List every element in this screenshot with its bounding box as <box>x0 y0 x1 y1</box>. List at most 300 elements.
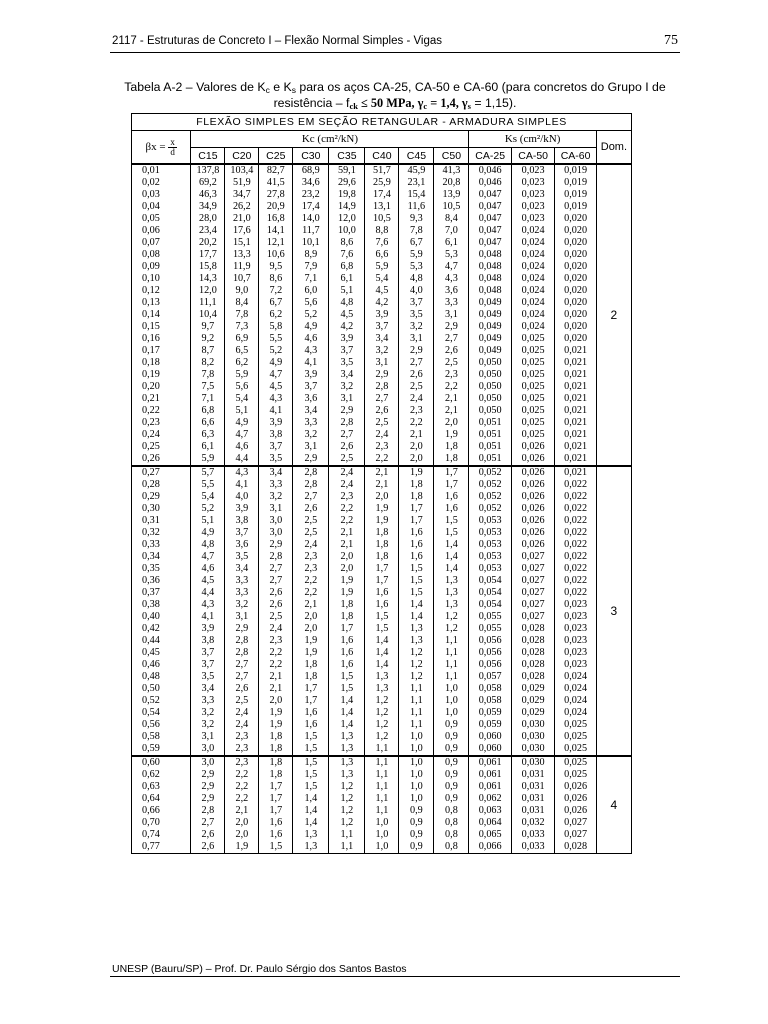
value-cell: 0,049 <box>469 309 511 321</box>
value-cell: 0,059 <box>469 719 511 731</box>
value-cell: 2,3 <box>259 635 293 647</box>
value-cell: 5,2 <box>293 309 329 321</box>
value-cell: 10,4 <box>191 309 225 321</box>
value-cell: 0,020 <box>555 213 596 225</box>
table-row <box>132 417 632 429</box>
value-cell: 5,9 <box>399 249 434 261</box>
table-row <box>132 781 632 793</box>
value-cell: 1,9 <box>259 707 293 719</box>
value-cell: 59,1 <box>329 164 365 177</box>
value-cell: 1,5 <box>399 575 434 587</box>
table-row <box>132 671 632 683</box>
value-cell: 0,8 <box>434 817 469 829</box>
beta-x-cell: 0,08 <box>132 249 191 261</box>
ks-col-ca-60: CA-60 <box>555 148 596 165</box>
value-cell: 9,5 <box>259 261 293 273</box>
value-cell: 7,2 <box>259 285 293 297</box>
value-cell: 1,2 <box>329 781 365 793</box>
value-cell: 1,0 <box>399 756 434 769</box>
value-cell: 2,5 <box>365 417 399 429</box>
value-cell: 0,026 <box>555 793 596 805</box>
value-cell: 1,6 <box>329 635 365 647</box>
value-cell: 1,4 <box>399 599 434 611</box>
beta-x-cell: 0,09 <box>132 261 191 273</box>
table-row <box>132 381 632 393</box>
value-cell: 3,9 <box>191 623 225 635</box>
value-cell: 4,1 <box>259 405 293 417</box>
value-cell: 137,8 <box>191 164 225 177</box>
beta-x-cell: 0,50 <box>132 683 191 695</box>
table-row <box>132 479 632 491</box>
value-cell: 0,021 <box>555 369 596 381</box>
value-cell: 0,020 <box>555 321 596 333</box>
value-cell: 2,1 <box>259 671 293 683</box>
value-cell: 3,5 <box>399 309 434 321</box>
value-cell: 12,0 <box>329 213 365 225</box>
value-cell: 0,024 <box>511 309 555 321</box>
value-cell: 4,6 <box>293 333 329 345</box>
value-cell: 2,1 <box>434 405 469 417</box>
value-cell: 0,053 <box>469 527 511 539</box>
beta-x-cell: 0,52 <box>132 695 191 707</box>
value-cell: 0,019 <box>555 201 596 213</box>
value-cell: 0,021 <box>555 429 596 441</box>
beta-x-cell: 0,02 <box>132 177 191 189</box>
value-cell: 1,0 <box>365 817 399 829</box>
value-cell: 17,4 <box>293 201 329 213</box>
value-cell: 0,027 <box>555 817 596 829</box>
value-cell: 1,7 <box>434 466 469 479</box>
value-cell: 2,4 <box>259 623 293 635</box>
value-cell: 12,0 <box>191 285 225 297</box>
value-cell: 0,031 <box>511 805 555 817</box>
value-cell: 0,020 <box>555 285 596 297</box>
value-cell: 1,0 <box>434 695 469 707</box>
table-caption <box>110 80 680 112</box>
value-cell: 0,023 <box>555 659 596 671</box>
value-cell: 5,6 <box>225 381 259 393</box>
value-cell: 68,9 <box>293 164 329 177</box>
domain-cell: 4 <box>596 756 631 854</box>
value-cell: 3,8 <box>225 515 259 527</box>
value-cell: 27,8 <box>259 189 293 201</box>
value-cell: 1,1 <box>365 769 399 781</box>
value-cell: 1,9 <box>225 841 259 854</box>
value-cell: 1,4 <box>293 805 329 817</box>
value-cell: 0,9 <box>434 719 469 731</box>
value-cell: 1,1 <box>329 829 365 841</box>
value-cell: 1,4 <box>293 793 329 805</box>
value-cell: 1,7 <box>259 781 293 793</box>
value-cell: 0,025 <box>555 756 596 769</box>
table-row <box>132 539 632 551</box>
value-cell: 2,5 <box>259 611 293 623</box>
value-cell: 0,021 <box>555 345 596 357</box>
value-cell: 0,047 <box>469 237 511 249</box>
value-cell: 4,4 <box>225 453 259 466</box>
value-cell: 1,3 <box>293 829 329 841</box>
value-cell: 7,1 <box>191 393 225 405</box>
value-cell: 1,0 <box>365 841 399 854</box>
beta-x-cell: 0,29 <box>132 491 191 503</box>
value-cell: 2,0 <box>293 623 329 635</box>
value-cell: 3,0 <box>259 527 293 539</box>
value-cell: 4,3 <box>293 345 329 357</box>
value-cell: 2,3 <box>434 369 469 381</box>
value-cell: 1,6 <box>293 719 329 731</box>
value-cell: 9,7 <box>191 321 225 333</box>
value-cell: 0,022 <box>555 563 596 575</box>
value-cell: 2,3 <box>225 743 259 756</box>
beta-x-cell: 0,03 <box>132 189 191 201</box>
value-cell: 3,5 <box>225 551 259 563</box>
value-cell: 1,3 <box>329 743 365 756</box>
beta-x-cell: 0,70 <box>132 817 191 829</box>
value-cell: 1,8 <box>365 539 399 551</box>
value-cell: 2,2 <box>365 453 399 466</box>
value-cell: 2,6 <box>259 599 293 611</box>
beta-x-cell: 0,01 <box>132 164 191 177</box>
value-cell: 7,6 <box>365 237 399 249</box>
value-cell: 0,029 <box>511 695 555 707</box>
value-cell: 2,2 <box>329 503 365 515</box>
value-cell: 1,5 <box>365 623 399 635</box>
value-cell: 0,052 <box>469 479 511 491</box>
value-cell: 0,023 <box>555 635 596 647</box>
value-cell: 4,5 <box>191 575 225 587</box>
value-cell: 4,1 <box>225 479 259 491</box>
value-cell: 3,7 <box>293 381 329 393</box>
value-cell: 2,6 <box>434 345 469 357</box>
value-cell: 0,024 <box>511 321 555 333</box>
value-cell: 0,9 <box>434 769 469 781</box>
value-cell: 2,3 <box>365 441 399 453</box>
beta-x-cell: 0,36 <box>132 575 191 587</box>
value-cell: 1,4 <box>434 563 469 575</box>
value-cell: 11,9 <box>225 261 259 273</box>
value-cell: 0,026 <box>511 527 555 539</box>
table-row <box>132 309 632 321</box>
value-cell: 20,2 <box>191 237 225 249</box>
table-row <box>132 623 632 635</box>
value-cell: 10,5 <box>365 213 399 225</box>
value-cell: 0,058 <box>469 695 511 707</box>
value-cell: 1,8 <box>365 551 399 563</box>
value-cell: 4,0 <box>399 285 434 297</box>
value-cell: 1,8 <box>259 743 293 756</box>
value-cell: 5,1 <box>225 405 259 417</box>
value-cell: 1,0 <box>365 829 399 841</box>
value-cell: 1,9 <box>329 575 365 587</box>
value-cell: 3,9 <box>365 309 399 321</box>
beta-x-cell: 0,46 <box>132 659 191 671</box>
value-cell: 0,054 <box>469 575 511 587</box>
value-cell: 0,9 <box>434 731 469 743</box>
value-cell: 1,4 <box>399 611 434 623</box>
value-cell: 0,028 <box>511 671 555 683</box>
value-cell: 1,6 <box>293 707 329 719</box>
value-cell: 0,025 <box>511 345 555 357</box>
beta-x-cell: 0,23 <box>132 417 191 429</box>
value-cell: 0,030 <box>511 743 555 756</box>
value-cell: 1,8 <box>329 599 365 611</box>
value-cell: 1,5 <box>293 781 329 793</box>
value-cell: 5,9 <box>191 453 225 466</box>
value-cell: 1,1 <box>399 683 434 695</box>
value-cell: 1,3 <box>365 683 399 695</box>
beta-x-cell: 0,77 <box>132 841 191 854</box>
value-cell: 0,026 <box>511 453 555 466</box>
table-row <box>132 333 632 345</box>
value-cell: 2,3 <box>293 551 329 563</box>
beta-x-cell: 0,26 <box>132 453 191 466</box>
value-cell: 0,023 <box>511 164 555 177</box>
caption-line-1: Tabela A-2 – Valores de Kc e Ks para os aços CA-25, CA-50 e CA-60 (para concretos do Grupo I de <box>124 80 666 95</box>
value-cell: 1,4 <box>434 551 469 563</box>
value-cell: 2,0 <box>329 563 365 575</box>
table-row <box>132 213 632 225</box>
value-cell: 2,2 <box>259 647 293 659</box>
value-cell: 0,020 <box>555 225 596 237</box>
value-cell: 3,7 <box>259 441 293 453</box>
value-cell: 3,7 <box>329 345 365 357</box>
value-cell: 1,4 <box>365 647 399 659</box>
value-cell: 5,4 <box>225 393 259 405</box>
value-cell: 0,9 <box>434 793 469 805</box>
value-cell: 2,6 <box>191 829 225 841</box>
value-cell: 0,050 <box>469 357 511 369</box>
beta-x-cell: 0,42 <box>132 623 191 635</box>
table-row <box>132 659 632 671</box>
value-cell: 0,049 <box>469 321 511 333</box>
value-cell: 3,2 <box>225 599 259 611</box>
value-cell: 5,3 <box>399 261 434 273</box>
value-cell: 0,9 <box>399 841 434 854</box>
beta-x-cell: 0,31 <box>132 515 191 527</box>
value-cell: 1,6 <box>259 829 293 841</box>
value-cell: 4,3 <box>191 599 225 611</box>
value-cell: 3,0 <box>191 756 225 769</box>
value-cell: 0,051 <box>469 441 511 453</box>
value-cell: 4,5 <box>259 381 293 393</box>
value-cell: 0,030 <box>511 719 555 731</box>
value-cell: 1,9 <box>434 429 469 441</box>
beta-x-cell: 0,32 <box>132 527 191 539</box>
value-cell: 0,050 <box>469 405 511 417</box>
value-cell: 1,7 <box>293 695 329 707</box>
value-cell: 0,024 <box>555 671 596 683</box>
value-cell: 1,5 <box>293 731 329 743</box>
data-table <box>131 113 632 854</box>
table-row <box>132 695 632 707</box>
value-cell: 1,7 <box>329 623 365 635</box>
value-cell: 1,1 <box>365 793 399 805</box>
value-cell: 4,9 <box>191 527 225 539</box>
value-cell: 0,022 <box>555 527 596 539</box>
value-cell: 2,4 <box>225 719 259 731</box>
value-cell: 15,1 <box>225 237 259 249</box>
beta-x-cell: 0,45 <box>132 647 191 659</box>
value-cell: 2,8 <box>293 479 329 491</box>
value-cell: 3,8 <box>259 429 293 441</box>
table-row <box>132 249 632 261</box>
value-cell: 4,8 <box>399 273 434 285</box>
value-cell: 0,024 <box>511 273 555 285</box>
value-cell: 2,0 <box>225 829 259 841</box>
ks-group-header: Ks (cm²/kN) <box>469 131 596 148</box>
value-cell: 0,061 <box>469 781 511 793</box>
table-row <box>132 503 632 515</box>
value-cell: 9,0 <box>225 285 259 297</box>
beta-x-cell: 0,10 <box>132 273 191 285</box>
beta-x-cell: 0,21 <box>132 393 191 405</box>
value-cell: 0,029 <box>511 707 555 719</box>
value-cell: 1,1 <box>434 647 469 659</box>
value-cell: 0,049 <box>469 345 511 357</box>
value-cell: 2,2 <box>225 769 259 781</box>
value-cell: 7,6 <box>329 249 365 261</box>
value-cell: 6,2 <box>259 309 293 321</box>
value-cell: 2,8 <box>329 417 365 429</box>
ks-col-ca-25: CA-25 <box>469 148 511 165</box>
value-cell: 0,024 <box>555 707 596 719</box>
value-cell: 1,1 <box>399 719 434 731</box>
value-cell: 0,021 <box>555 453 596 466</box>
value-cell: 0,021 <box>555 417 596 429</box>
value-cell: 1,1 <box>365 756 399 769</box>
value-cell: 2,7 <box>259 563 293 575</box>
value-cell: 3,2 <box>293 429 329 441</box>
value-cell: 3,3 <box>225 575 259 587</box>
value-cell: 5,5 <box>259 333 293 345</box>
value-cell: 1,8 <box>434 441 469 453</box>
table-row <box>132 719 632 731</box>
value-cell: 1,8 <box>259 756 293 769</box>
value-cell: 8,4 <box>225 297 259 309</box>
value-cell: 4,0 <box>225 491 259 503</box>
value-cell: 0,048 <box>469 249 511 261</box>
value-cell: 6,2 <box>225 357 259 369</box>
table-row <box>132 441 632 453</box>
beta-x-cell: 0,30 <box>132 503 191 515</box>
value-cell: 7,3 <box>225 321 259 333</box>
value-cell: 0,022 <box>555 587 596 599</box>
value-cell: 1,9 <box>259 719 293 731</box>
value-cell: 5,3 <box>434 249 469 261</box>
value-cell: 2,0 <box>434 417 469 429</box>
value-cell: 2,7 <box>329 429 365 441</box>
value-cell: 2,0 <box>399 441 434 453</box>
value-cell: 17,6 <box>225 225 259 237</box>
value-cell: 0,025 <box>511 333 555 345</box>
value-cell: 0,047 <box>469 201 511 213</box>
value-cell: 45,9 <box>399 164 434 177</box>
value-cell: 1,1 <box>399 695 434 707</box>
value-cell: 5,1 <box>191 515 225 527</box>
value-cell: 41,3 <box>434 164 469 177</box>
value-cell: 34,9 <box>191 201 225 213</box>
value-cell: 1,6 <box>259 817 293 829</box>
value-cell: 82,7 <box>259 164 293 177</box>
value-cell: 0,047 <box>469 213 511 225</box>
value-cell: 0,027 <box>511 563 555 575</box>
beta-x-cell: 0,35 <box>132 563 191 575</box>
value-cell: 1,4 <box>293 817 329 829</box>
value-cell: 1,2 <box>329 793 365 805</box>
value-cell: 0,028 <box>555 841 596 854</box>
value-cell: 8,9 <box>293 249 329 261</box>
value-cell: 0,026 <box>511 539 555 551</box>
table-row <box>132 429 632 441</box>
table-row <box>132 237 632 249</box>
value-cell: 2,2 <box>259 659 293 671</box>
kc-col-c35: C35 <box>329 148 365 165</box>
value-cell: 20,9 <box>259 201 293 213</box>
table-title: FLEXÃO SIMPLES EM SEÇÃO RETANGULAR - ARMADURA SIMPLES <box>132 114 632 131</box>
value-cell: 0,055 <box>469 611 511 623</box>
value-cell: 0,032 <box>511 817 555 829</box>
value-cell: 0,059 <box>469 707 511 719</box>
value-cell: 1,1 <box>434 635 469 647</box>
value-cell: 7,9 <box>293 261 329 273</box>
value-cell: 1,3 <box>293 841 329 854</box>
value-cell: 1,1 <box>329 841 365 854</box>
beta-x-cell: 0,59 <box>132 743 191 756</box>
kc-col-c40: C40 <box>365 148 399 165</box>
value-cell: 2,9 <box>434 321 469 333</box>
ks-col-ca-50: CA-50 <box>511 148 555 165</box>
beta-x-cell: 0,66 <box>132 805 191 817</box>
value-cell: 0,050 <box>469 381 511 393</box>
value-cell: 1,6 <box>365 599 399 611</box>
table-row <box>132 515 632 527</box>
value-cell: 1,0 <box>399 743 434 756</box>
beta-x-cell: 0,28 <box>132 479 191 491</box>
value-cell: 0,022 <box>555 491 596 503</box>
value-cell: 1,6 <box>329 659 365 671</box>
value-cell: 1,8 <box>399 491 434 503</box>
value-cell: 5,9 <box>225 369 259 381</box>
value-cell: 2,2 <box>293 575 329 587</box>
value-cell: 10,1 <box>293 237 329 249</box>
value-cell: 2,1 <box>329 539 365 551</box>
value-cell: 2,4 <box>225 707 259 719</box>
value-cell: 11,1 <box>191 297 225 309</box>
value-cell: 6,1 <box>434 237 469 249</box>
value-cell: 2,7 <box>434 333 469 345</box>
beta-x-cell: 0,27 <box>132 466 191 479</box>
running-header: 2117 - Estruturas de Concreto I – Flexão Normal Simples - Vigas <box>112 35 443 47</box>
value-cell: 0,061 <box>469 756 511 769</box>
value-cell: 5,6 <box>293 297 329 309</box>
value-cell: 0,028 <box>511 635 555 647</box>
value-cell: 13,9 <box>434 189 469 201</box>
value-cell: 2,4 <box>293 539 329 551</box>
value-cell: 0,054 <box>469 587 511 599</box>
value-cell: 34,7 <box>225 189 259 201</box>
beta-x-cell: 0,18 <box>132 357 191 369</box>
value-cell: 0,053 <box>469 563 511 575</box>
value-cell: 0,024 <box>511 261 555 273</box>
value-cell: 0,053 <box>469 539 511 551</box>
value-cell: 10,0 <box>329 225 365 237</box>
value-cell: 1,6 <box>434 503 469 515</box>
value-cell: 0,023 <box>555 623 596 635</box>
value-cell: 3,4 <box>259 466 293 479</box>
value-cell: 1,4 <box>329 719 365 731</box>
value-cell: 0,021 <box>555 381 596 393</box>
value-cell: 1,4 <box>329 695 365 707</box>
